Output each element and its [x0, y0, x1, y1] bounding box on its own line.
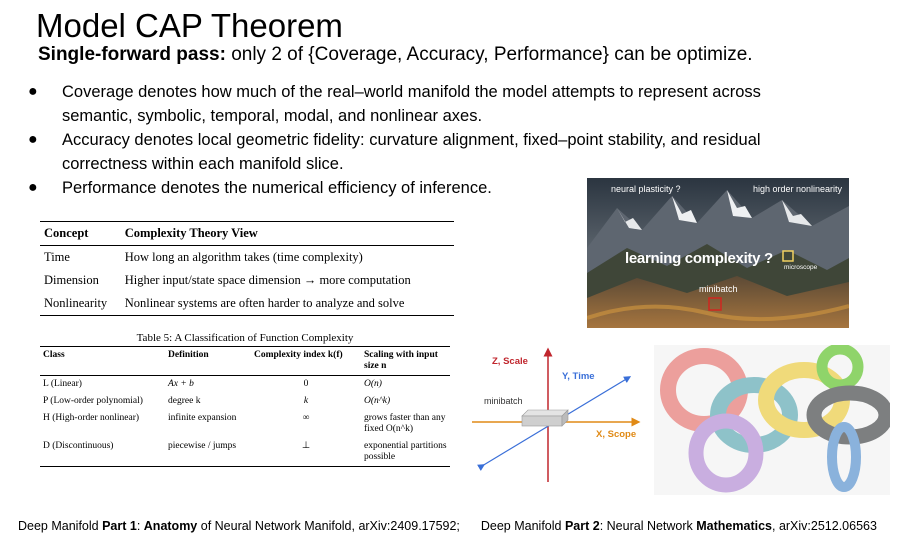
minibatch-label: minibatch	[484, 396, 523, 406]
footer-text: Deep Manifold	[18, 519, 103, 533]
table-header: Definition	[165, 347, 251, 376]
image-label: minibatch	[699, 284, 738, 294]
table-cell: exponential partitions possible	[361, 438, 450, 467]
image-label: neural plasticity ?	[611, 184, 681, 194]
table-cell: How long an algorithm takes (time complexity)	[121, 246, 454, 270]
table-header: Scaling with input size n	[361, 347, 450, 376]
table-cell: Ax + b	[165, 376, 251, 394]
function-complexity-table	[40, 346, 450, 467]
references-footer	[18, 519, 877, 533]
footer-text: of Neural Network Manifold, arXiv:2409.17592;	[197, 519, 460, 533]
bullet-dot: ●	[28, 131, 38, 148]
footer-text: Part 2	[564, 519, 600, 533]
table-cell: L (Linear)	[40, 376, 165, 394]
footer-text: Mathematics	[696, 519, 772, 533]
table-cell: O(n)	[361, 376, 450, 394]
footer-text: , arXiv:2512.06563	[772, 519, 877, 533]
table-cell: Higher input/state space dimension → more computation	[124, 273, 411, 287]
bullet-text: Performance denotes the numerical efficiency of inference.	[62, 179, 492, 197]
subtitle-rest: only 2 of {Coverage, Accuracy, Performance} can be optimize.	[225, 44, 753, 65]
table-cell: 0	[251, 376, 361, 394]
reference-part1	[18, 519, 460, 533]
table-caption: Table 5: A Classification of Function Complexity	[136, 332, 354, 344]
table-cell: Nonlinear systems are often harder to analyze and solve	[121, 292, 454, 316]
table-cell: degree k	[168, 396, 201, 406]
image-label: learning complexity ?	[625, 250, 773, 267]
image-label: microscope	[784, 264, 818, 271]
table-cell: infinite expansion	[168, 413, 237, 423]
subtitle	[38, 43, 753, 67]
bullet-text: Accuracy denotes local geometric fidelity: curvature alignment, fixed–point stability, and residual correctness within each manifold slice.	[62, 131, 761, 173]
table-cell: ⊥	[251, 438, 361, 467]
table-cell: O(n^k)	[364, 396, 391, 406]
complexity-concept-table	[40, 221, 454, 316]
table-row	[40, 393, 450, 410]
table-row	[40, 246, 454, 270]
table-cell: Dimension	[44, 273, 99, 287]
table-header: Complexity Theory View	[121, 222, 454, 246]
table-cell: Nonlinearity	[40, 292, 121, 316]
table-row	[40, 376, 450, 394]
image-label: high order nonlinearity	[753, 184, 843, 194]
table-row	[40, 269, 454, 292]
x-axis-label: X, Scope	[596, 429, 637, 440]
table-cell: H (High-order nonlinear)	[43, 413, 140, 423]
learning-complexity-image	[587, 178, 849, 328]
table-row	[40, 292, 454, 316]
table-row	[40, 438, 450, 467]
table-cell: Time	[40, 246, 121, 270]
table-row	[40, 410, 450, 438]
table-cell: k	[303, 396, 309, 406]
scale-time-scope-axes-diagram	[470, 340, 650, 490]
page-title: Model CAP Theorem	[36, 7, 343, 44]
minibatch-block	[522, 410, 568, 426]
rings-illustration	[654, 345, 890, 495]
table-cell: P (Low-order polynomial)	[43, 396, 143, 406]
footer-text: Anatomy	[143, 519, 198, 533]
table-cell: ∞	[302, 413, 310, 423]
reference-part2	[481, 519, 877, 533]
footer-text: Part 1	[102, 519, 137, 533]
subtitle-bold: Single-forward pass:	[38, 44, 226, 65]
bullet-text: Coverage denotes how much of the real–world manifold the model attempts to represent across semantic, symbolic, temporal, modal, and nonlinear axes.	[62, 83, 761, 125]
z-axis-label: Z, Scale	[492, 356, 528, 367]
table-cell: grows faster than any fixed O(n^k)	[364, 413, 446, 434]
y-axis-label: Y, Time	[562, 371, 595, 382]
footer-text: : Neural Network	[599, 519, 697, 533]
footer-text: Deep Manifold	[480, 519, 565, 533]
bullet-dot: ●	[28, 83, 38, 100]
table-cell: D (Discontinuous)	[40, 438, 165, 467]
bullet-dot: ●	[28, 179, 38, 196]
table-header: Concept	[40, 222, 121, 246]
table-header: Class	[40, 347, 165, 376]
interlocking-rings-image	[654, 345, 890, 495]
table-header: Complexity index k(f)	[251, 347, 361, 376]
table-cell: piecewise / jumps	[165, 438, 251, 467]
footer-text: :	[136, 519, 144, 533]
